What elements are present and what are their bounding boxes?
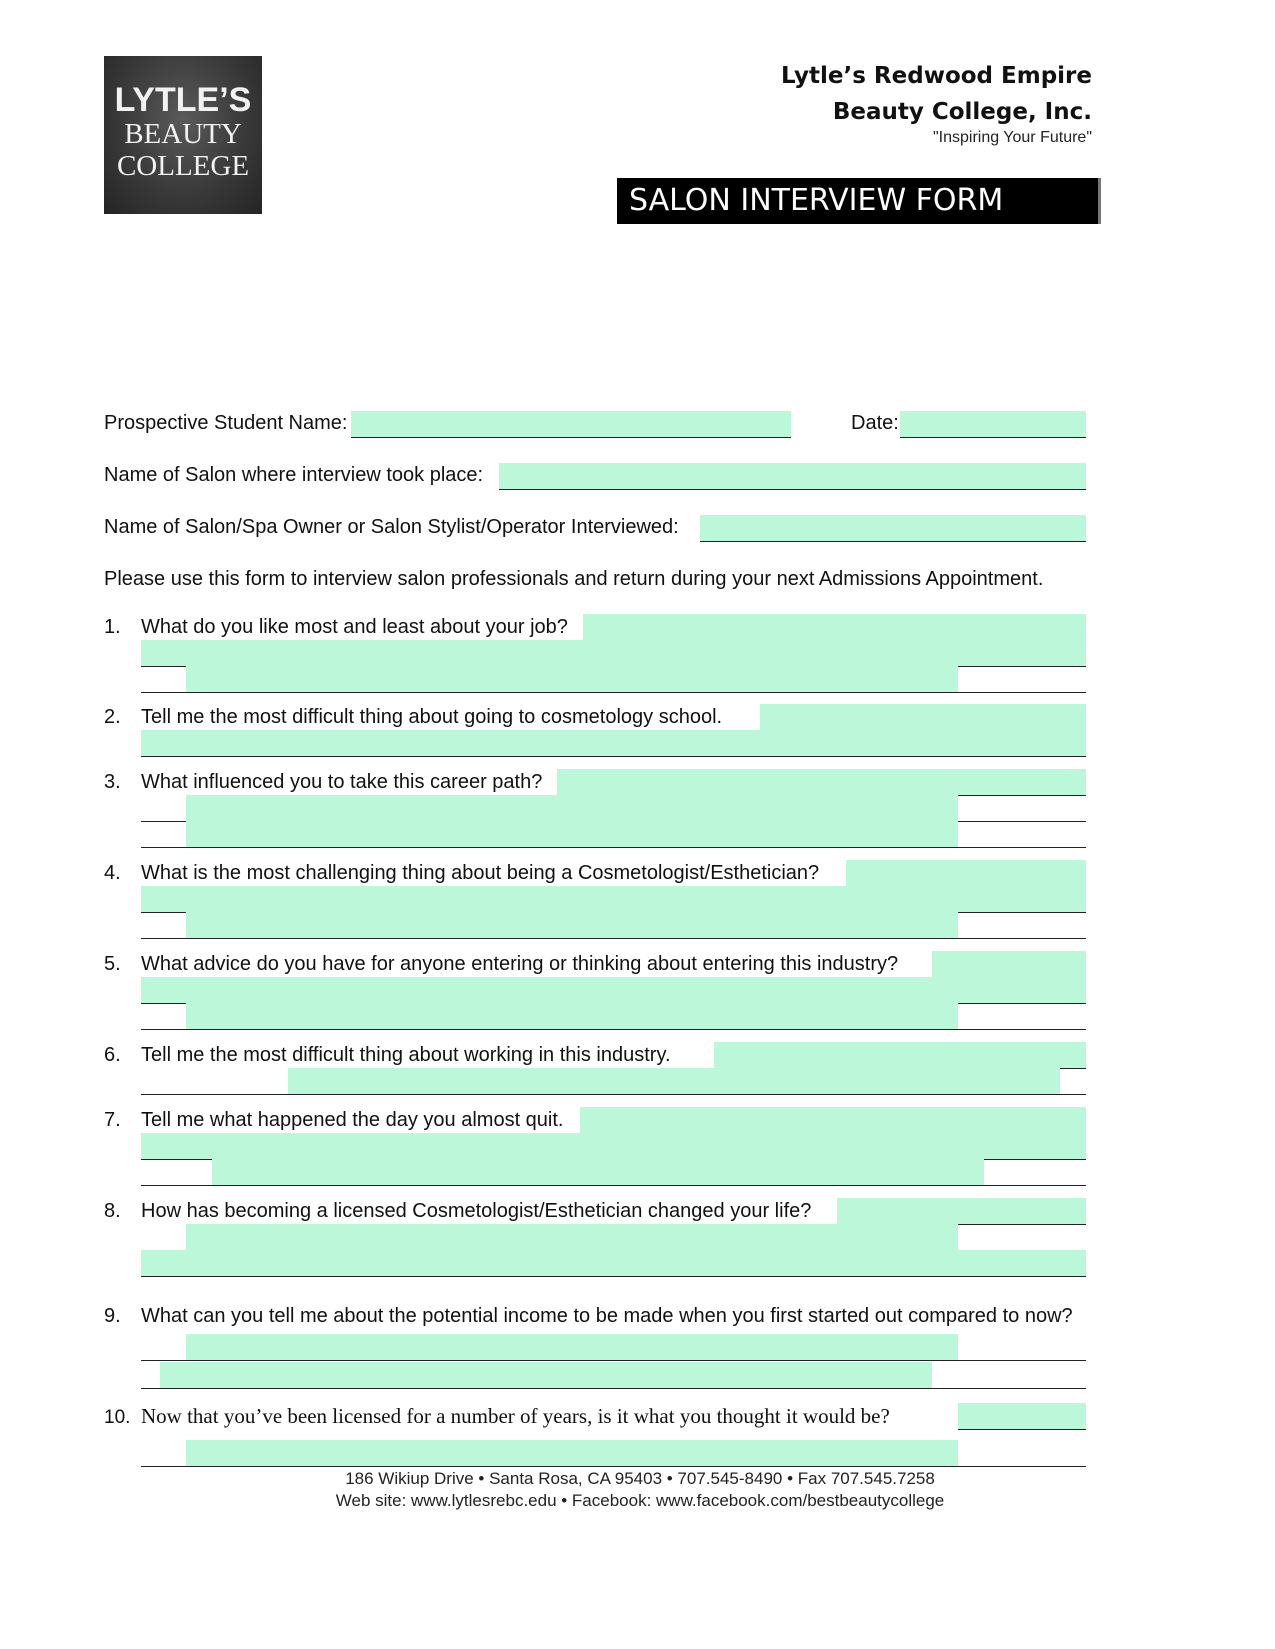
question-number: 6. [104, 1044, 121, 1066]
answer-7-field[interactable] [580, 1107, 1086, 1133]
answer-8-line [141, 1276, 1086, 1277]
answer-2-field[interactable] [760, 704, 1086, 730]
question-6 [104, 1042, 671, 1068]
org-name-line-1: Lytle’s Redwood Empire [780, 63, 1092, 89]
answer-10-field[interactable] [958, 1403, 1086, 1429]
question-1 [104, 614, 568, 640]
answer-1-field[interactable] [186, 666, 958, 692]
question-7 [104, 1107, 563, 1133]
instructions: Please use this form to interview salon professionals and return during your next Admissions Appointment. [104, 568, 1044, 590]
date-label: Date: [851, 412, 899, 434]
footer-address: 186 Wikiup Drive • Santa Rosa, CA 95403 • 707.545-8490 • Fax 707.545.7258 [345, 1469, 935, 1488]
question-10 [104, 1403, 890, 1431]
salon-name-row [104, 460, 1086, 490]
question-text: What is the most challenging thing about being a Cosmetologist/Esthetician? [141, 862, 820, 884]
answer-2-field[interactable] [141, 730, 1086, 756]
answer-5-field[interactable] [186, 1003, 958, 1029]
date-field[interactable] [900, 411, 1086, 438]
org-header [781, 58, 1092, 148]
logo-line-2: BEAUTY [124, 118, 242, 150]
answer-4-field[interactable] [846, 860, 1086, 886]
answer-5-field[interactable] [932, 951, 1086, 977]
question-number: 10. [104, 1407, 131, 1428]
salon-name-label: Name of Salon where interview took place: [104, 464, 484, 486]
interviewee-field[interactable] [700, 515, 1086, 542]
answer-10-line [958, 1429, 1086, 1430]
answer-5-field[interactable] [141, 977, 1086, 1003]
answer-6-field[interactable] [288, 1068, 1060, 1094]
answer-9-field[interactable] [160, 1362, 932, 1388]
question-number: 9. [104, 1305, 121, 1327]
student-name-row [104, 408, 1086, 438]
answer-9-field[interactable] [186, 1334, 958, 1360]
interviewee-row [104, 512, 1086, 542]
question-3 [104, 769, 542, 795]
answer-1-field[interactable] [141, 640, 1086, 666]
question-text: Tell me the most difficult thing about going to cosmetology school. [141, 706, 723, 728]
logo-line-3: COLLEGE [116, 150, 250, 182]
question-text: What can you tell me about the potential income to be made when you first started out compared to now? [141, 1305, 1073, 1327]
question-5 [104, 951, 898, 977]
question-8 [104, 1198, 811, 1224]
college-logo [104, 56, 262, 214]
answer-2-line [141, 756, 1086, 757]
question-text: What do you like most and least about your job? [141, 616, 568, 638]
student-name-label: Prospective Student Name: [104, 412, 348, 434]
answer-3-field[interactable] [186, 795, 958, 821]
question-number: 2. [104, 706, 121, 728]
answer-4-field[interactable] [186, 912, 958, 938]
answer-8-field[interactable] [837, 1198, 1086, 1224]
salon-name-field[interactable] [499, 463, 1086, 490]
answer-5-line [141, 1029, 1086, 1030]
footer-web: Web site: www.lytlesrebc.edu • Facebook: www.facebook.com/bestbeautycollege [335, 1491, 945, 1510]
org-name-line-2: Beauty College, Inc. [832, 99, 1092, 125]
answer-9-line [141, 1360, 1086, 1361]
question-4 [104, 860, 819, 886]
question-number: 4. [104, 862, 121, 884]
form-title: SALON INTERVIEW FORM [617, 178, 1101, 224]
question-text: How has becoming a licensed Cosmetologist/Esthetician changed your life? [141, 1200, 812, 1222]
question-text: What advice do you have for anyone entering or thinking about entering this industry? [141, 953, 899, 975]
question-text: Tell me the most difficult thing about working in this industry. [141, 1044, 671, 1066]
answer-6-field[interactable] [714, 1042, 1086, 1068]
question-text: What influenced you to take this career path? [141, 771, 543, 793]
question-text: Tell me what happened the day you almost quit. [141, 1109, 564, 1131]
org-tagline: "Inspiring Your Future" [932, 129, 1092, 146]
answer-8-field[interactable] [186, 1224, 958, 1250]
answer-3-field[interactable] [557, 769, 1086, 795]
question-9 [104, 1303, 1073, 1329]
answer-8-field[interactable] [141, 1250, 1086, 1276]
answer-7-line [141, 1185, 1086, 1186]
answer-10-field[interactable] [186, 1440, 958, 1466]
question-text: Now that you’ve been licensed for a number of years, is it what you thought it would be? [141, 1404, 890, 1428]
interviewee-label: Name of Salon/Spa Owner or Salon Stylist/Operator Interviewed: [104, 516, 679, 538]
student-name-field[interactable] [351, 411, 791, 438]
answer-1-field[interactable] [583, 614, 1086, 640]
answer-4-line [141, 938, 1086, 939]
logo-line-1: LYTLE’S [114, 81, 252, 119]
question-number: 1. [104, 616, 121, 638]
answer-1-line [141, 692, 1086, 693]
question-number: 3. [104, 771, 121, 793]
answer-6-line [141, 1094, 1086, 1095]
answer-4-field[interactable] [141, 886, 1086, 912]
answer-9-line [141, 1388, 1086, 1389]
answer-7-field[interactable] [212, 1159, 984, 1185]
question-number: 7. [104, 1109, 121, 1131]
question-2 [104, 704, 722, 730]
answer-3-field[interactable] [186, 821, 958, 847]
answer-10-line [141, 1466, 1086, 1467]
answer-7-field[interactable] [141, 1133, 1086, 1159]
question-number: 5. [104, 953, 121, 975]
question-number: 8. [104, 1200, 121, 1222]
answer-3-line [141, 847, 1086, 848]
